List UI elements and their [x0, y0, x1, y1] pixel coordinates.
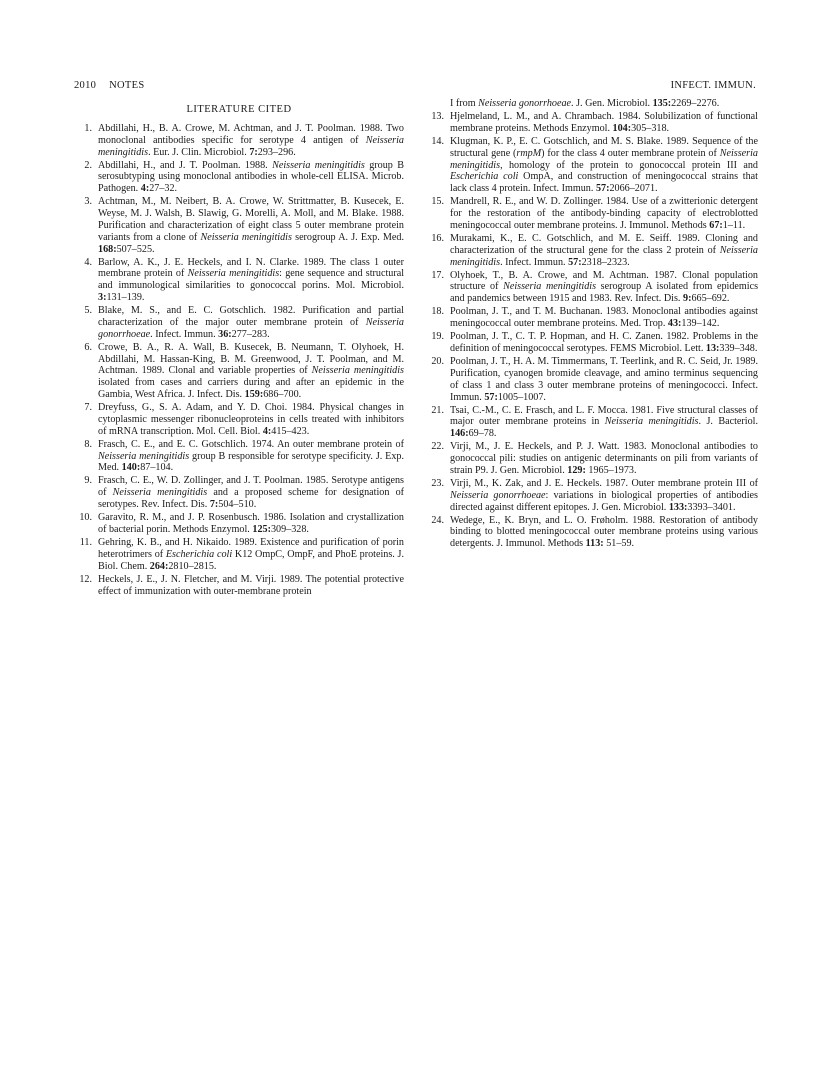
reference-item — [426, 196, 758, 231]
reference-number: 11. — [79, 537, 92, 549]
reference-item — [426, 478, 758, 513]
reference-text: Virji, M., K. Zak, and J. E. Heckels. 1987. Outer membrane protein III of Neisseria gonorrhoeae: variations in biological properties of antibodies directed against different epitopes. J. Gen. Microbiol. 133:3393–3401. — [450, 477, 758, 513]
reference-number: 23. — [431, 477, 444, 489]
reference-continuation: I from Neisseria gonorrhoeae. J. Gen. Microbiol. 135:2269–2276. — [450, 98, 720, 109]
reference-number: 19. — [431, 331, 444, 343]
reference-item — [74, 439, 404, 474]
reference-text: Abdillahi, H., B. A. Crowe, M. Achtman, and J. T. Poolman. 1988. Two monoclonal antibodies specific for serotype 4 antigen of Neisseria meningitidis. Eur. J. Clin. Microbiol. 7:293–296. — [98, 123, 404, 158]
reference-item — [426, 136, 758, 195]
reference-number: 21. — [431, 404, 444, 416]
reference-text: Poolman, J. T., and T. M. Buchanan. 1983. Monoclonal antibodies against meningococcal outer membrane proteins. Med. Trop. 43:139–142. — [450, 306, 758, 330]
reference-text: Abdillahi, H., and J. T. Poolman. 1988. Neisseria meningitidis group B serosubtyping using monoclonal antibodies in whole-cell ELISA. Microb. Pathogen. 4:27–32. — [98, 159, 405, 195]
reference-item — [74, 196, 404, 255]
reference-item — [74, 305, 404, 340]
reference-text: Olyhoek, T., B. A. Crowe, and M. Achtman. 1987. Clonal population structure of Neisseria meningitidis serogroup A isolated from epidemics and pandemics between 1915 and 1983. Rev. Infect. Dis. 9:665–692. — [450, 269, 759, 305]
left-column — [74, 104, 404, 599]
reference-list-left — [74, 123, 404, 597]
reference-text: Achtman, M., M. Neibert, B. A. Crowe, W. Strittmatter, B. Kusecek, E. Weyse, M. J. Walsh, B. Slawig, G. Morelli, A. Moll, and M. Blake. 1988. Purification and characterization of eight class 5 outer membrane protein variants from a clone of Neisseria meningitidis serogroup A. J. Exp. Med. 168:507–525. — [98, 196, 404, 255]
reference-number: 18. — [431, 306, 444, 318]
reference-text: Virji, M., J. E. Heckels, and P. J. Watt. 1983. Monoclonal antibodies to gonococcal pili: studies on antigenic determinants on pili from variants of strain P9. J. Gen. Microbiol. 129: 1965–1973. — [450, 441, 758, 476]
reference-text: Poolman, J. T., C. T. P. Hopman, and H. C. Zanen. 1982. Problems in the definition of meningococcal serotypes. FEMS Microbiol. Lett. 13:339–348. — [450, 331, 758, 355]
reference-number: 1. — [84, 123, 92, 134]
reference-number: 20. — [431, 356, 444, 368]
page-header — [74, 80, 756, 94]
reference-number: 4. — [84, 256, 92, 268]
reference-text: Frasch, C. E., W. D. Zollinger, and J. T. Poolman. 1985. Serotype antigens of Neisseria meningitidis and a proposed scheme for designation of serotypes. Rev. Infect. Dis. 7:504–510. — [98, 475, 405, 511]
reference-item — [74, 160, 404, 195]
reference-item — [426, 405, 758, 440]
reference-item — [426, 331, 758, 355]
section-name: NOTES — [109, 80, 145, 91]
reference-number: 15. — [431, 196, 444, 208]
reference-number: 6. — [84, 341, 92, 353]
reference-item — [426, 111, 758, 135]
reference-text: Frasch, C. E., and E. C. Gotschlich. 1974. An outer membrane protein of Neisseria meningitidis group B responsible for serotype specificity. J. Exp. Med. 140:87–104. — [98, 438, 404, 474]
page-number: 2010 — [74, 80, 97, 91]
reference-text: Murakami, K., E. C. Gotschlich, and M. E. Seiff. 1989. Cloning and characterization of the structural gene for the class 2 protein of Neisseria meningitidis. Infect. Immun. 57:2318–2323. — [450, 232, 758, 268]
reference-text: Hjelmeland, L. M., and A. Chrambach. 1984. Solubilization of functional membrane proteins. Methods Enzymol. 104:305–318. — [450, 111, 758, 134]
reference-number: 13. — [431, 111, 444, 123]
reference-item — [74, 257, 404, 304]
reference-number: 14. — [431, 135, 444, 147]
reference-number: 5. — [84, 305, 92, 317]
reference-number: 7. — [84, 402, 92, 414]
reference-number: 3. — [84, 196, 92, 208]
header-left — [74, 80, 154, 91]
reference-item — [74, 475, 404, 510]
reference-number: 22. — [431, 441, 444, 453]
section-title: LITERATURE CITED — [186, 104, 292, 115]
reference-item — [74, 537, 404, 572]
reference-text: Klugman, K. P., E. C. Gotschlich, and M. S. Blake. 1989. Sequence of the structural gene (rmpM) for the class 4 outer membrane protein of Neisseria meningitidis, homology of the protein to gonococcal protein III and Escherichia coli OmpA, and construction of meningococcal strains that lack class 4 protein. Infect. Immun. 57:2066–2071. — [450, 135, 758, 195]
reference-text: Wedege, E., K. Bryn, and L. O. Frøholm. 1988. Restoration of antibody binding to blotted meningococcal outer membrane proteins using various detergents. J. Immunol. Methods 113: 51–59. — [450, 514, 758, 550]
reference-text: Mandrell, R. E., and W. D. Zollinger. 1984. Use of a zwitterionic detergent for the restoration of the antibody-binding capacity of electroblotted meningococcal outer membrane proteins. J. Immunol. Methods 67:1–11. — [450, 196, 758, 231]
reference-text: Heckels, J. E., J. N. Fletcher, and M. Virji. 1989. The potential protective effect of immunization with outer-membrane protein — [98, 573, 404, 597]
reference-item — [74, 512, 404, 536]
reference-number: 10. — [79, 512, 92, 524]
reference-item — [74, 342, 404, 401]
right-column — [426, 98, 758, 551]
reference-number: 16. — [431, 232, 444, 244]
reference-item — [426, 233, 758, 268]
reference-number: 9. — [84, 475, 92, 487]
reference-item — [74, 402, 404, 437]
reference-list-right — [426, 111, 758, 550]
reference-text: Poolman, J. T., H. A. M. Timmermans, T. Teerlink, and R. C. Seid, Jr. 1989. Purification, cyanogen bromide cleavage, and amino terminus sequencing of class 1 and class 3 outer membrane proteins of meningococci. Infect. Immun. 57:1005–1007. — [450, 356, 758, 403]
reference-number: 2. — [84, 159, 92, 171]
reference-item — [426, 270, 758, 305]
reference-number: 12. — [79, 573, 92, 585]
reference-text: Gehring, K. B., and H. Nikaido. 1989. Existence and purification of porin heterotrimers of Escherichia coli K12 OmpC, OmpF, and PhoE proteins. J. Biol. Chem. 264:2810–2815. — [98, 537, 404, 572]
reference-text: Crowe, B. A., R. A. Wall, B. Kusecek, B. Neumann, T. Olyhoek, H. Abdillahi, M. Hassan-King, B. M. Greenwood, J. T. Poolman, and M. Achtman. 1989. Clonal and variable properties of Neisseria meningitidis isolated from cases and carriers during and after an epidemic in the Gambia, West Africa. J. Infect. Dis. 159:686–700. — [98, 341, 404, 401]
reference-item — [426, 441, 758, 476]
reference-text: Garavito, R. M., and J. P. Rosenbusch. 1986. Isolation and crystallization of bacterial porin. Methods Enzymol. 125:309–328. — [98, 512, 404, 535]
reference-text: Tsai, C.-M., C. E. Frasch, and L. F. Mocca. 1981. Five structural classes of major outer membrane proteins in Neisseria meningitidis. J. Bacteriol. 146:69–78. — [450, 404, 758, 440]
reference-item — [426, 306, 758, 330]
reference-number: 24. — [431, 514, 444, 526]
reference-number: 17. — [431, 269, 444, 281]
reference-text: Barlow, A. K., J. E. Heckels, and I. N. Clarke. 1989. The class 1 outer membrane protein of Neisseria meningitidis: gene sequence and structural and immunological similarities to gonococcal porins. Mol. Microbiol. 3:131–139. — [98, 256, 405, 304]
journal-name: INFECT. IMMUN. — [670, 80, 756, 91]
reference-text: Blake, M. S., and E. C. Gotschlich. 1982. Purification and partial characterization of the major outer membrane protein of Neisseria gonorrhoeae. Infect. Immun. 36:277–283. — [98, 305, 404, 340]
reference-item — [74, 574, 404, 598]
reference-item — [426, 356, 758, 403]
reference-item — [426, 515, 758, 550]
reference-text: Dreyfuss, G., S. A. Adam, and Y. D. Choi. 1984. Physical changes in cytoplasmic messenger ribonucleoproteins in cells treated with inhibitors of mRNA transcription. Mol. Cell. Biol. 4:415–423. — [98, 402, 404, 437]
reference-item — [74, 123, 404, 158]
reference-number: 8. — [84, 438, 92, 450]
